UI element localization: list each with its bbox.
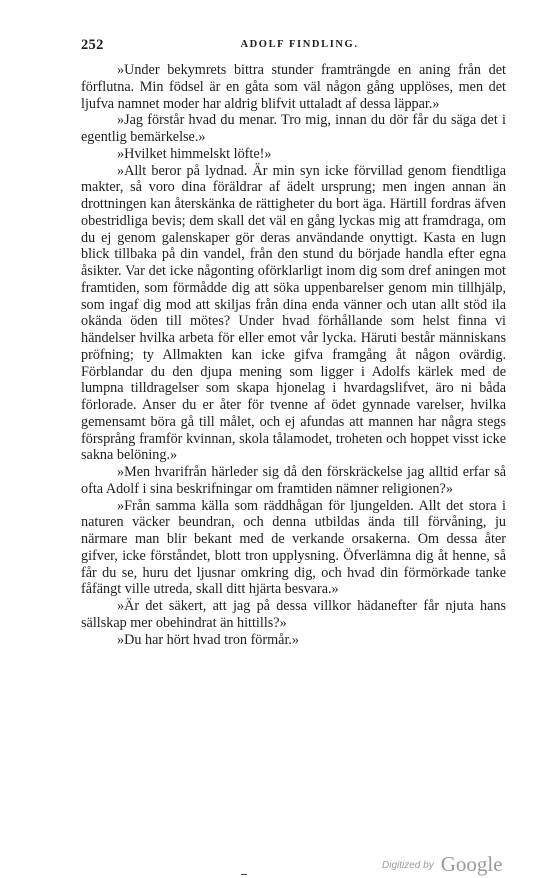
paragraph: »Hvilket himmelskt löfte!» [117, 145, 272, 162]
paragraph: »Du har hört hvad tron förmår.» [117, 631, 300, 648]
page-number: 252 [81, 37, 104, 53]
paragraph: »Från samma källa som räddhågan för ljungelden. Allt det stora i naturen väcker beundran, och denna utbildas ända till förvåning, ju närmare man blir bekant med de verkande orsakerna. Om dessa åter gifver, icke förståndet, blott tron upplysning. Öfverlämna dig åt henne, så får du se, huru det ljusnar omkring dig, och hvad din förmörkade tanke fåfängt ville utreda, skall ditt hjärta besvara.» [81, 497, 506, 598]
bottom-mark [241, 874, 247, 875]
watermark-brand: Google [440, 852, 503, 876]
paragraph: »Men hvarifrån härleder sig då den förskräckelse jag alltid erfar så ofta Adolf i sina beskrifningar om framtiden nämner religionen?» [81, 464, 506, 497]
body-text [81, 62, 506, 648]
watermark-prefix: Digitized by [382, 860, 434, 871]
paragraph: »Jag förstår hvad du menar. Tro mig, innan du dör får du säga det i egentlig bemärkelse.» [81, 112, 506, 145]
paragraph: »Allt beror på lydnad. Är min syn icke förvillad genom fiendtliga makter, så voro dina föräldrar af ädelt ursprung; men ingen annan än drottningen kan återskänka de rättigheter du bort äga. Härtill fordras äfven obestridliga bevis; dem skall det väl en gång lyckas mig att framdraga, om du ej genom galenskaper gör deras användande onyttigt. Kasta en lugn blick tillbaka på din vandel, från den stund du började handla efter egna åsikter. Var det icke någonting oförklarligt inom dig som dref aningen mot framtiden, som förmådde dig att söka uppenbarelser genom min tillhjälp, som ingaf dig mod att skiljas från dina enda vänner och utan allt stöd ila okända öden till mötes? Under hvad förhållande som helst finna vi händelser hvilka arbeta för eller emot vår lycka. Häruti består människans pröfning; ty Allmakten kan icke gifva framgång åt någon ovärdig. Förblandar du den djupa mening som ligger i Adolfs kärlek med de lumpna tilldragelser som skapa hjonelag i hvardagslifvet, äro ni båda förlorade. Anser du er åter för tvenne af ödet gynnade varelser, hvilka gemensamt böra gå till målet, och ej afundas att mannen har några stegs försprång framför kvinnan, skola tålamodet, troheten och hoppet visst icke sakna belöning.» [81, 162, 506, 464]
page-footer [0, 848, 560, 878]
page-header [81, 37, 506, 55]
paragraph: »Under bekymrets bittra stunder framträngde en aning från det förflutna. Min födsel är en gåta som väl någon gång upplöses, men det ljufva namnet moder har aldrig blifvit uttaladt af dessa läppar.» [81, 62, 506, 112]
digitized-watermark [382, 852, 503, 877]
paragraph: »Är det säkert, att jag på dessa villkor hädanefter får njuta hans sällskap mer obehindrat än hittills?» [81, 598, 506, 631]
running-head: ADOLF FINDLING. [240, 39, 359, 50]
